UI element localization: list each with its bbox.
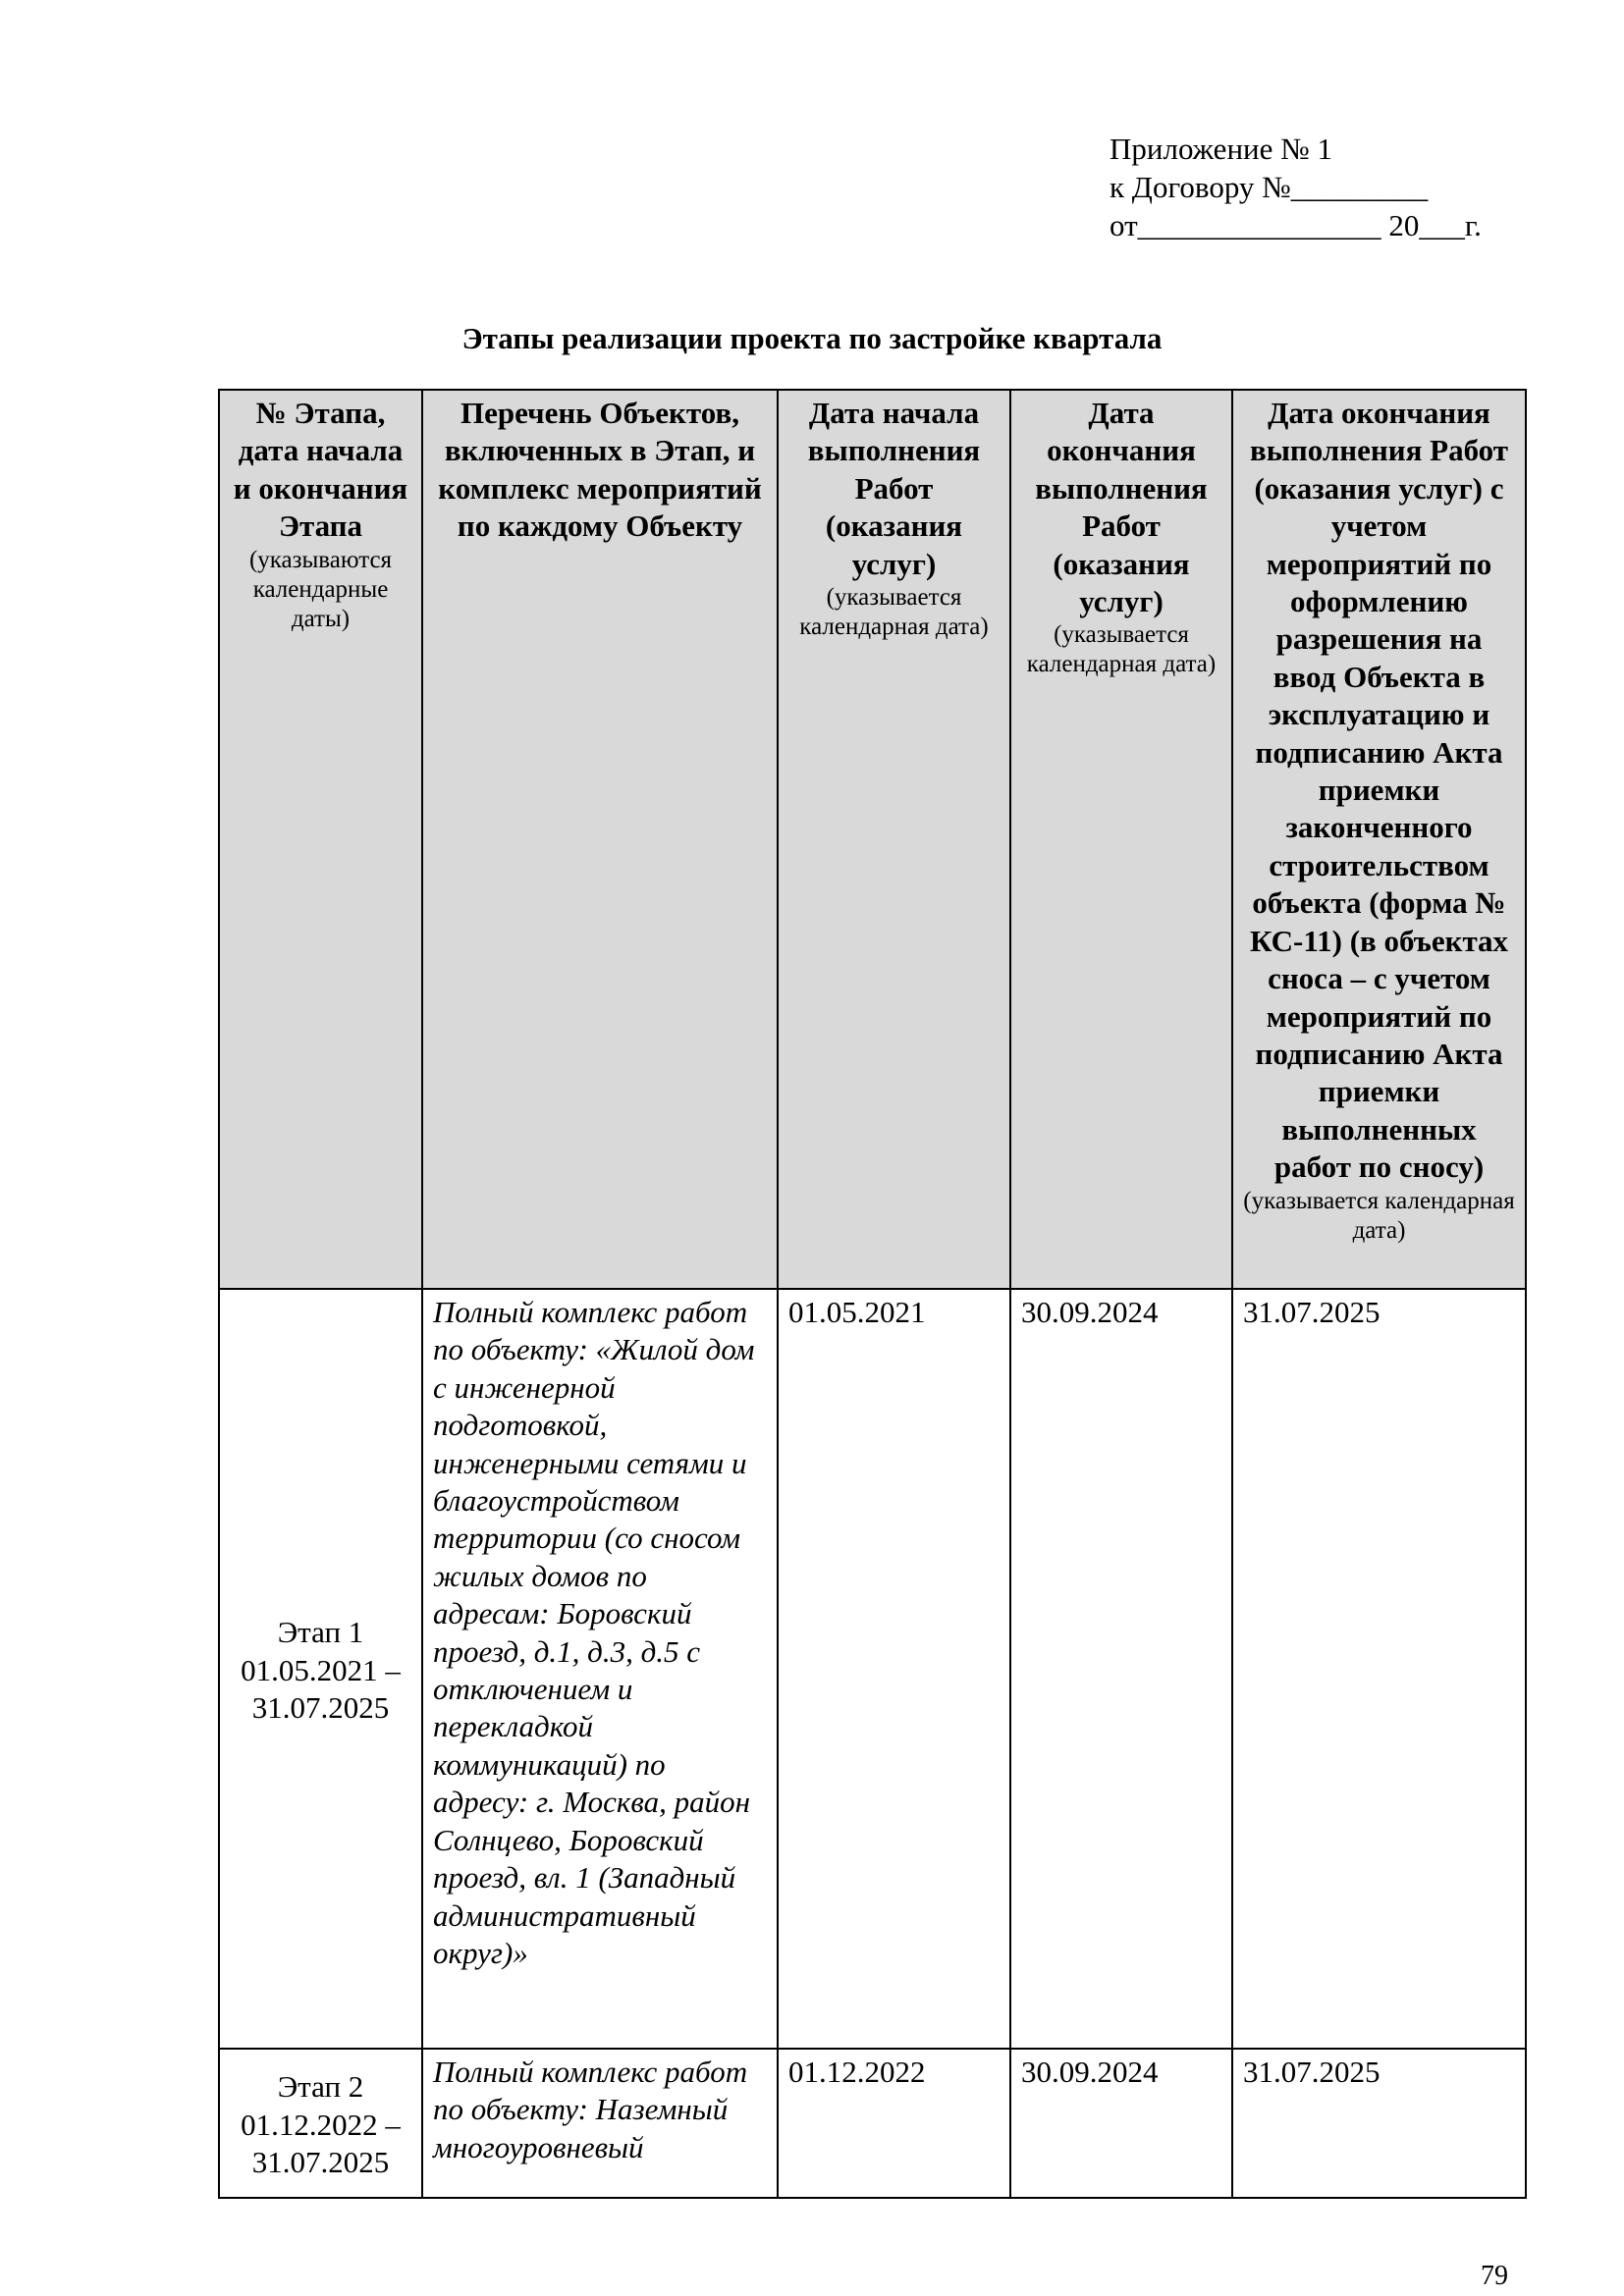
header-final-date-title: Дата окончания выполнения Работ (оказания услуг) с учетом мероприятий по оформлению разрешения на ввод Объекта в эксплуатацию и подписанию Акта приемки законченного строительством объекта (форма № КС-11) (в объектах сноса – с учетом мероприятий по подписанию Акта приемки выполненных работ по сносу) [1249,396,1509,1185]
header-stage [219,390,422,1289]
stage-end: 31.07.2025 [251,2145,390,2180]
stage-label: Этап 2 [277,2069,364,2105]
stage-cell [219,2049,422,2198]
end-date-cell: 30.09.2024 [1010,1289,1232,2049]
header-start-date-note: (указывается календарная дата) [799,584,989,641]
table-header-row [219,390,1526,1289]
stage-start: 01.05.2021 – [241,1652,401,1687]
stages-table [218,389,1527,2199]
final-date-cell: 31.07.2025 [1232,2049,1526,2198]
table-row [219,1289,1526,2049]
start-date-cell: 01.05.2021 [778,1289,1010,2049]
header-end-date-title: Дата окончания выполнения Работ (оказания услуг) [1035,396,1208,619]
header-objects-title: Перечень Объектов, включенных в Этап, и комплекс мероприятий по каждому Объекту [438,396,762,544]
header-final-date-note: (указывается календарная дата) [1243,1187,1515,1244]
appendix-reference [1110,130,1482,244]
appendix-number: Приложение № 1 [1110,132,1332,166]
stage-end: 31.07.2025 [251,1690,390,1726]
header-end-date-note: (указывается календарная дата) [1026,621,1217,678]
stage-cell [219,1289,422,2049]
document-title: Этапы реализации проекта по застройке квартала [461,321,1163,355]
objects-cell: Полный комплекс работ по объекту: «Жилой дом с инженерной подготовкой, инженерными сетями и благоустройством территории (со сносом жилых домов по адресам: Боровский проезд, д.1, д.3, д.5 с отключением и перекладкой коммуникаций) по адресу: г. Москва, район Солнцево, Боровский проезд, вл. 1 (Западный административный округ)» [422,1289,778,2049]
header-final-date [1232,390,1526,1289]
header-objects [422,390,778,1289]
page-number: 79 [1481,2261,1508,2291]
stage-start: 01.12.2022 – [241,2107,401,2142]
header-start-date-title: Дата начала выполнения Работ (оказания услуг) [807,396,981,581]
contract-number-line: к Договору №_________ [1110,170,1429,204]
header-stage-note: (указываются календарные даты) [248,546,393,632]
objects-cell: Полный комплекс работ по объекту: Наземный многоуровневый [422,2049,778,2198]
start-date-cell: 01.12.2022 [778,2049,1010,2198]
header-end-date [1010,390,1232,1289]
stage-label: Этап 1 [277,1615,364,1650]
final-date-cell: 31.07.2025 [1232,1289,1526,2049]
contract-date-line: от________________ 20___г. [1110,208,1482,242]
table-row [219,2049,1526,2198]
header-start-date [778,390,1010,1289]
end-date-cell: 30.09.2024 [1010,2049,1232,2198]
header-stage-title: № Этапа, дата начала и окончания Этапа [233,396,408,544]
